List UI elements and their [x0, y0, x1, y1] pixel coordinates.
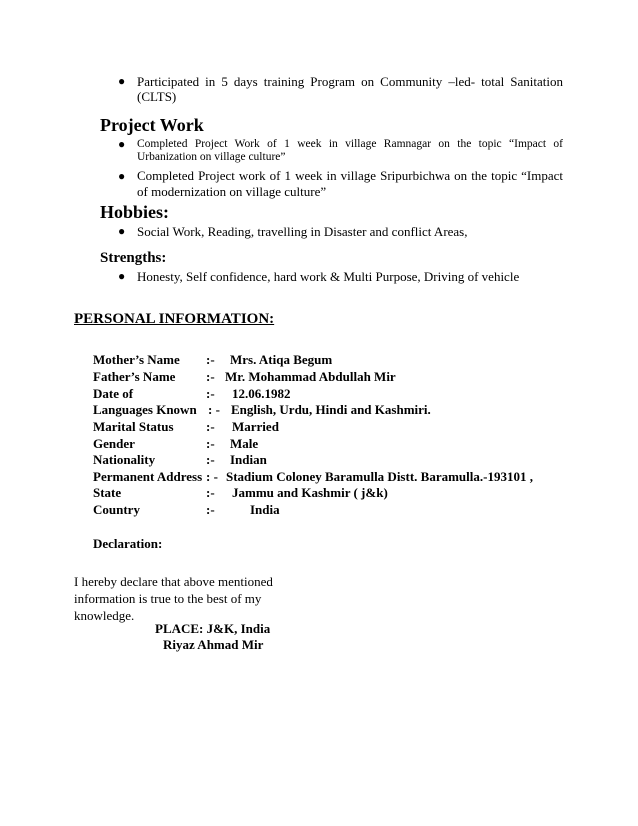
info-label: State: [93, 485, 122, 500]
hobbies-list: [118, 224, 563, 239]
info-label: Date of: [93, 386, 134, 401]
info-label: Languages Known: [93, 402, 197, 417]
info-label: Father’s Name: [93, 369, 176, 384]
info-separator: :-: [206, 502, 215, 517]
info-separator: :-: [206, 419, 215, 434]
list-item: ● Completed Project Work of 1 week in village Ramnagar on the topic “Impact of Urbanization on village culture”: [118, 137, 563, 163]
info-separator: : -: [206, 469, 218, 484]
declaration-heading: Declaration:: [93, 536, 163, 551]
training-list: [118, 74, 563, 104]
list-item: ● Completed Project work of 1 week in village Sripurbichwa on the topic “Impact of modernization on village culture”: [118, 168, 563, 199]
list-item: ● Social Work, Reading, travelling in Disaster and conflict Areas,: [118, 224, 468, 239]
info-separator: : -: [208, 402, 220, 417]
info-label: Gender: [93, 436, 135, 451]
info-value: 12.06.1982: [232, 386, 291, 401]
info-separator: :-: [206, 452, 215, 467]
project-work-heading: Project Work: [100, 115, 204, 135]
personal-info-heading: PERSONAL INFORMATION:: [74, 311, 275, 327]
project-work-list: [118, 138, 563, 200]
strengths-list: [118, 269, 563, 284]
info-separator: :-: [206, 352, 215, 367]
info-separator: :-: [206, 485, 215, 500]
hobbies-heading: Hobbies:: [100, 202, 170, 222]
info-value: Indian: [230, 452, 267, 467]
declaration-text: I hereby declare that above mentioned information is true to the best of my knowledge.: [74, 574, 273, 623]
declaration-name: Riyaz Ahmad Mir: [163, 637, 264, 652]
strengths-heading: Strengths:: [100, 250, 167, 266]
bullet-icon: ●: [118, 224, 126, 238]
list-item: ● Participated in 5 days training Program on Community –led- total Sanitation (CLTS): [118, 74, 563, 104]
info-value: Jammu and Kashmir ( j&k): [232, 485, 388, 500]
info-label: Country: [93, 502, 140, 517]
info-value: Mr. Mohammad Abdullah Mir: [225, 369, 396, 384]
info-value: India: [250, 502, 280, 517]
bullet-icon: ●: [118, 169, 126, 183]
info-separator: :-: [206, 369, 215, 384]
info-value: Male: [230, 436, 259, 451]
info-separator: :-: [206, 386, 215, 401]
info-label: Mother’s Name: [93, 352, 180, 367]
info-separator: :-: [206, 436, 215, 451]
list-item: ● Honesty, Self confidence, hard work & Multi Purpose, Driving of vehicle: [118, 269, 520, 284]
info-label: Permanent Address: [93, 469, 203, 484]
info-value: English, Urdu, Hindi and Kashmiri.: [231, 402, 431, 417]
info-value: Stadium Coloney Baramulla Distt. Baramulla.-193101 ,: [226, 469, 533, 484]
info-value: Married: [232, 419, 279, 434]
bullet-icon: ●: [118, 137, 126, 151]
declaration-place: PLACE: J&K, India: [155, 621, 271, 636]
info-label: Marital Status: [93, 419, 174, 434]
bullet-icon: ●: [118, 74, 126, 88]
info-label: Nationality: [93, 452, 156, 467]
bullet-icon: ●: [118, 269, 126, 283]
info-value: Mrs. Atiqa Begum: [230, 352, 333, 367]
